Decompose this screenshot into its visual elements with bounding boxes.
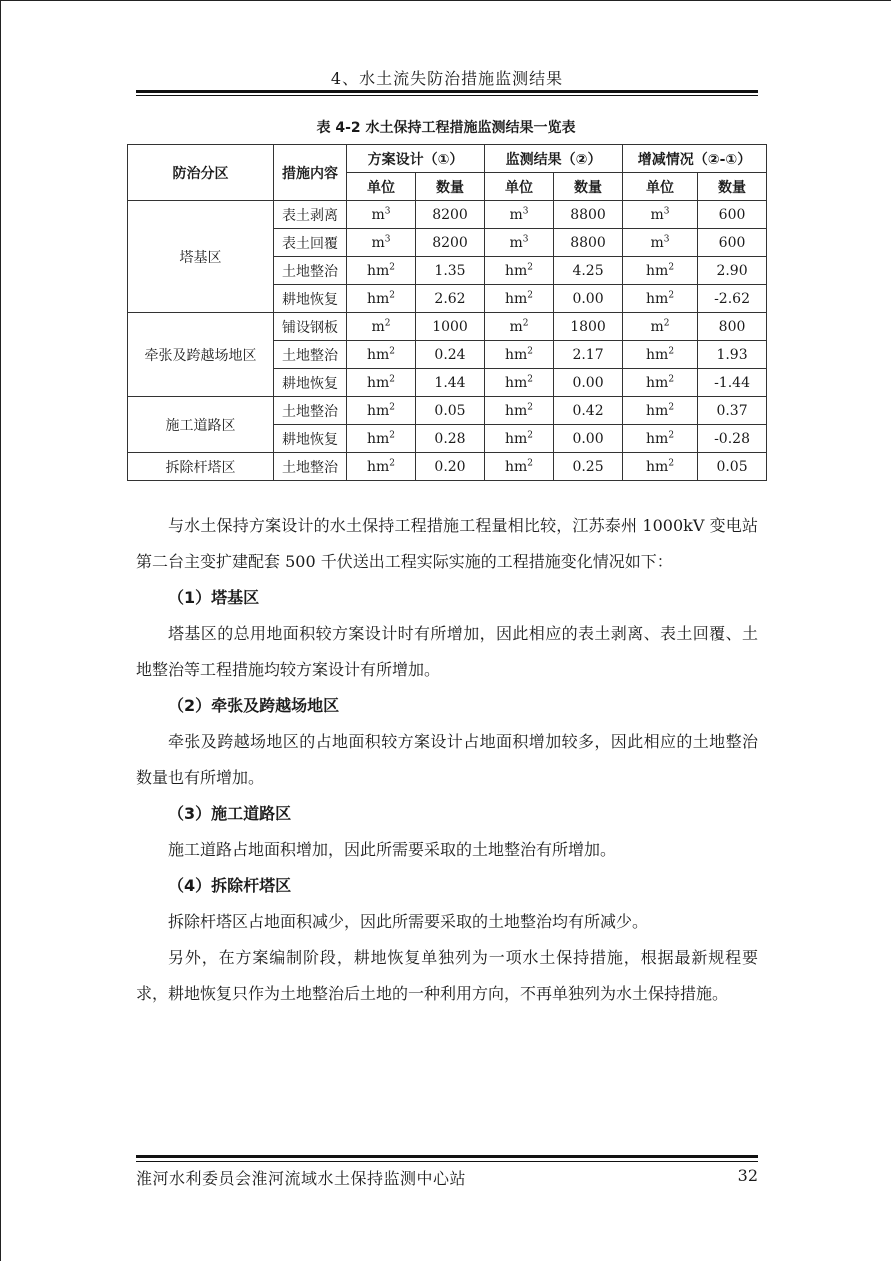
header-qty: 数量 — [698, 173, 767, 201]
qty-cell: 0.05 — [416, 397, 485, 425]
header-qty: 数量 — [416, 173, 485, 201]
qty-cell: 1000 — [416, 313, 485, 341]
measure-cell: 土地整治 — [274, 341, 347, 369]
zone-cell: 塔基区 — [128, 201, 274, 313]
qty-cell: 0.00 — [554, 425, 623, 453]
qty-cell: 0.42 — [554, 397, 623, 425]
unit-cell: $hm^2$ — [485, 341, 554, 369]
qty-cell: 4.25 — [554, 257, 623, 285]
table-row — [128, 313, 767, 341]
footer-organization: 淮河水利委员会淮河流域水土保持监测中心站 — [136, 1169, 467, 1188]
footer-rule — [136, 1155, 758, 1158]
qty-cell: 0.28 — [416, 425, 485, 453]
header-design: 方案设计（①） — [347, 145, 485, 173]
unit-cell: $m^3$ — [623, 201, 698, 229]
footer-rule-thin — [136, 1161, 758, 1162]
measure-cell: 铺设钢板 — [274, 313, 347, 341]
header-unit: 单位 — [347, 173, 416, 201]
measure-cell: 耕地恢复 — [274, 285, 347, 313]
qty-cell: 800 — [698, 313, 767, 341]
qty-cell: -2.62 — [698, 285, 767, 313]
measure-cell: 耕地恢复 — [274, 425, 347, 453]
section-paragraph-1: 塔基区的总用地面积较方案设计时有所增加，因此相应的表土剥离、表土回覆、土地整治等工程措施均较方案设计有所增加。 — [136, 624, 758, 679]
measure-cell: 表土回覆 — [274, 229, 347, 257]
qty-cell: 1.44 — [416, 369, 485, 397]
qty-cell: 2.17 — [554, 341, 623, 369]
section-heading-4: （4）拆除杆塔区 — [168, 876, 292, 895]
header-change: 增减情况（②-①） — [623, 145, 767, 173]
measure-cell: 表土剥离 — [274, 201, 347, 229]
qty-cell: 8800 — [554, 201, 623, 229]
qty-cell: 1800 — [554, 313, 623, 341]
qty-cell: 600 — [698, 201, 767, 229]
unit-cell: $hm^2$ — [485, 453, 554, 481]
section-heading-2: （2）牵张及跨越场地区 — [168, 696, 340, 715]
measure-cell: 土地整治 — [274, 453, 347, 481]
unit-cell: $m^2$ — [485, 313, 554, 341]
unit-cell: $hm^2$ — [485, 369, 554, 397]
section-heading-3: （3）施工道路区 — [168, 804, 292, 823]
zone-cell: 牵张及跨越场地区 — [128, 313, 274, 397]
unit-cell: $m^2$ — [623, 313, 698, 341]
qty-cell: 0.05 — [698, 453, 767, 481]
unit-cell: $hm^2$ — [485, 397, 554, 425]
qty-cell: 0.37 — [698, 397, 767, 425]
unit-cell: $hm^2$ — [485, 425, 554, 453]
unit-cell: $hm^2$ — [623, 285, 698, 313]
unit-cell: $hm^2$ — [347, 397, 416, 425]
unit-cell: $hm^2$ — [347, 453, 416, 481]
table-caption: 表 4-2 水土保持工程措施监测结果一览表 — [316, 120, 576, 136]
unit-cell: $m^3$ — [623, 229, 698, 257]
unit-cell: $hm^2$ — [347, 425, 416, 453]
measure-cell: 土地整治 — [274, 257, 347, 285]
header-unit: 单位 — [623, 173, 698, 201]
unit-cell: $hm^2$ — [347, 369, 416, 397]
header-measure: 措施内容 — [274, 145, 347, 201]
qty-cell: 2.90 — [698, 257, 767, 285]
unit-cell: $m^3$ — [485, 201, 554, 229]
section-paragraph-2: 牵张及跨越场地区的占地面积较方案设计占地面积增加较多，因此相应的土地整治数量也有所增加。 — [136, 732, 758, 787]
qty-cell: 2.62 — [416, 285, 485, 313]
header-unit: 单位 — [485, 173, 554, 201]
qty-cell: 0.25 — [554, 453, 623, 481]
running-header: 4、水土流失防治措施监测结果 — [330, 69, 564, 88]
header-qty: 数量 — [554, 173, 623, 201]
qty-cell: 1.93 — [698, 341, 767, 369]
unit-cell: $m^3$ — [347, 201, 416, 229]
intro-paragraph: 与水土保持方案设计的水土保持工程措施工程量相比较，江苏泰州 1000kV 变电站第二台主变扩建配套 500 千伏送出工程实际实施的工程措施变化情况如下： — [136, 516, 758, 571]
unit-cell: $hm^2$ — [623, 425, 698, 453]
qty-cell: -0.28 — [698, 425, 767, 453]
qty-cell: -1.44 — [698, 369, 767, 397]
unit-cell: $hm^2$ — [347, 285, 416, 313]
section-paragraph-3: 施工道路占地面积增加，因此所需要采取的土地整治有所增加。 — [168, 840, 617, 859]
qty-cell: 0.20 — [416, 453, 485, 481]
unit-cell: $hm^2$ — [623, 453, 698, 481]
header-zone: 防治分区 — [128, 145, 274, 201]
header-monitor: 监测结果（②） — [485, 145, 623, 173]
table-row — [128, 201, 767, 229]
zone-cell: 拆除杆塔区 — [128, 453, 274, 481]
unit-cell: $hm^2$ — [485, 257, 554, 285]
page-number: 32 — [737, 1166, 758, 1185]
measure-cell: 土地整治 — [274, 397, 347, 425]
qty-cell: 600 — [698, 229, 767, 257]
unit-cell: $hm^2$ — [485, 285, 554, 313]
qty-cell: 8800 — [554, 229, 623, 257]
unit-cell: $m^2$ — [347, 313, 416, 341]
header-rule — [136, 90, 758, 93]
qty-cell: 0.00 — [554, 369, 623, 397]
measure-cell: 耕地恢复 — [274, 369, 347, 397]
unit-cell: $hm^2$ — [623, 369, 698, 397]
unit-cell: $m^3$ — [347, 229, 416, 257]
header-rule-thin — [136, 95, 758, 96]
unit-cell: $hm^2$ — [347, 341, 416, 369]
table-row — [128, 453, 767, 481]
qty-cell: 8200 — [416, 201, 485, 229]
unit-cell: $hm^2$ — [623, 341, 698, 369]
unit-cell: $m^3$ — [485, 229, 554, 257]
body-text — [136, 508, 758, 1012]
qty-cell: 0.24 — [416, 341, 485, 369]
qty-cell: 1.35 — [416, 257, 485, 285]
section-heading-1: （1）塔基区 — [168, 588, 260, 607]
unit-cell: $hm^2$ — [623, 257, 698, 285]
table-row — [128, 397, 767, 425]
unit-cell: $hm^2$ — [623, 397, 698, 425]
qty-cell: 8200 — [416, 229, 485, 257]
section-paragraph-4: 拆除杆塔区占地面积减少，因此所需要采取的土地整治均有所减少。 — [168, 912, 649, 931]
closing-paragraph: 另外，在方案编制阶段，耕地恢复单独列为一项水土保持措施，根据最新规程要求，耕地恢复只作为土地整治后土地的一种利用方向，不再单独列为水土保持措施。 — [136, 948, 758, 1003]
results-table — [127, 144, 767, 481]
zone-cell: 施工道路区 — [128, 397, 274, 453]
qty-cell: 0.00 — [554, 285, 623, 313]
table-header-row — [128, 145, 767, 173]
unit-cell: $hm^2$ — [347, 257, 416, 285]
